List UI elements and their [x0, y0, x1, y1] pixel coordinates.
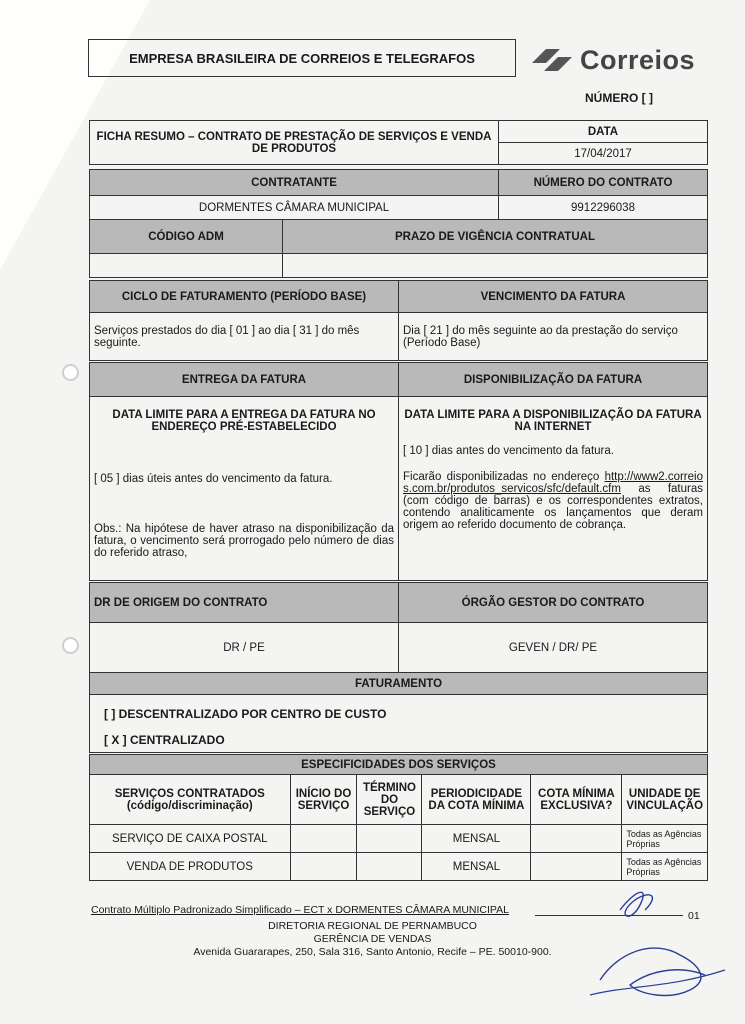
- descentralizado-option[interactable]: [ ] DESCENTRALIZADO POR CENTRO DE CUSTO: [104, 707, 387, 721]
- col-periodicidade: PERIODICIDADE DA COTA MÍNIMA: [422, 775, 531, 825]
- servico-cell: VENDA DE PRODUTOS: [90, 853, 291, 881]
- col-cota-minima: COTA MÍNIMA EXCLUSIVA?: [531, 775, 622, 825]
- ficha-table: [89, 120, 708, 165]
- logo-text: Correios: [580, 44, 696, 75]
- data-label: DATA: [499, 121, 708, 143]
- disponibilizacao-text-2: as faturas (com código de barras) e os correspondentes extratos, contendo analiticamente os lançamentos que deram origem ao referido documento de cobrança.: [403, 483, 703, 531]
- prazo-vigencia-value: [283, 254, 708, 278]
- disponibilizacao-text-1: Ficarão disponibilizadas no endereço: [403, 471, 600, 483]
- ciclo-label: CICLO DE FATURAMENTO (PERÍODO BASE): [90, 281, 399, 313]
- unidade-cell: Todas as Agências Próprias: [622, 853, 708, 881]
- ficha-title: FICHA RESUMO – CONTRATO DE PRESTAÇÃO DE SERVIÇOS E VENDA DE PRODUTOS: [90, 121, 499, 165]
- entrega-title: DATA LIMITE PARA A ENTREGA DA FATURA NO ENDEREÇO PRÉ-ESTABELECIDO: [112, 409, 376, 433]
- numero-label: NÚMERO [ ]: [585, 91, 653, 105]
- prazo-vigencia-label: PRAZO DE VIGÊNCIA CONTRATUAL: [283, 220, 708, 254]
- servicos-label: ESPECIFICIDADES DOS SERVIÇOS: [90, 755, 708, 775]
- ciclo-table: [89, 280, 708, 361]
- contract-footer-line: Contrato Múltiplo Padronizado Simplificado – ECT x DORMENTES CÂMARA MUNICIPAL: [91, 904, 510, 916]
- disponibilizacao-days: [ 10 ] dias antes do vencimento da fatura.: [403, 445, 614, 457]
- numero-contrato-label: NÚMERO DO CONTRATO: [499, 170, 708, 196]
- entrega-label: ENTREGA DA FATURA: [90, 363, 399, 397]
- contratante-value: DORMENTES CÂMARA MUNICIPAL: [90, 196, 499, 220]
- vencimento-text: Dia [ 21 ] do mês seguinte ao da prestação do serviço (Período Base): [399, 313, 708, 361]
- periodicidade-cell: MENSAL: [422, 853, 531, 881]
- contratante-table: [89, 169, 708, 220]
- inicio-cell: [290, 825, 357, 853]
- numero-contrato-value: 9912296038: [499, 196, 708, 220]
- servicos-table: [89, 754, 708, 881]
- dr-origem-label: DR DE ORIGEM DO CONTRATO: [90, 583, 399, 623]
- disponibilizacao-label: DISPONIBILIZAÇÃO DA FATURA: [399, 363, 708, 397]
- periodicidade-cell: MENSAL: [422, 825, 531, 853]
- disponibilizacao-cell: [399, 397, 708, 581]
- cota-cell: [531, 825, 622, 853]
- page-number: 01: [688, 910, 700, 922]
- punch-hole: [62, 364, 79, 381]
- handwritten-signature: [560, 870, 740, 1020]
- col-unidade: UNIDADE DE VINCULAÇÃO: [622, 775, 708, 825]
- data-value: 17/04/2017: [499, 143, 708, 165]
- unidade-cell: Todas as Agências Próprias: [622, 825, 708, 853]
- faturamento-options: [90, 695, 708, 753]
- termino-cell: [357, 853, 422, 881]
- centralizado-option[interactable]: [ X ] CENTRALIZADO: [104, 733, 225, 747]
- contratante-label: CONTRATANTE: [90, 170, 499, 196]
- faturamento-label: FATURAMENTO: [90, 673, 708, 695]
- inicio-cell: [290, 853, 357, 881]
- orgao-gestor-value: GEVEN / DR/ PE: [399, 623, 708, 673]
- company-name: EMPRESA BRASILEIRA DE CORREIOS E TELEGRAFOS: [88, 39, 516, 77]
- codigo-adm-label: CÓDIGO ADM: [90, 220, 283, 254]
- codigo-table: [89, 219, 708, 278]
- footer-diretoria: DIRETORIA REGIONAL DE PERNAMBUCO: [268, 920, 477, 932]
- faturamento-table: [89, 672, 708, 753]
- orgao-gestor-label: ÓRGÃO GESTOR DO CONTRATO: [399, 583, 708, 623]
- entrega-table: [89, 362, 708, 581]
- vencimento-label: VENCIMENTO DA FATURA: [399, 281, 708, 313]
- footer-gerencia: GERÊNCIA DE VENDAS: [313, 933, 432, 945]
- col-inicio: INÍCIO DO SERVIÇO: [290, 775, 357, 825]
- servico-cell: SERVIÇO DE CAIXA POSTAL: [90, 825, 291, 853]
- ciclo-text: Serviços prestados do dia [ 01 ] ao dia [ 31 ] do mês seguinte.: [90, 313, 399, 361]
- termino-cell: [357, 825, 422, 853]
- correios-logo-icon: [530, 45, 574, 75]
- entrega-days: [ 05 ] dias úteis antes do vencimento da fatura.: [94, 473, 333, 485]
- entrega-cell: [90, 397, 399, 581]
- punch-hole: [62, 637, 79, 654]
- disponibilizacao-title: DATA LIMITE PARA A DISPONIBILIZAÇÃO DA FATURA NA INTERNET: [404, 409, 702, 433]
- col-servicos: SERVIÇOS CONTRATADOS (código/discriminação): [90, 775, 291, 825]
- col-termino: TÉRMINO DO SERVIÇO: [357, 775, 422, 825]
- dr-origem-value: DR / PE: [90, 623, 399, 673]
- table-row: [90, 825, 708, 853]
- dr-table: [89, 582, 708, 673]
- codigo-adm-value: [90, 254, 283, 278]
- entrega-obs: Obs.: Na hipótese de haver atraso na disponibilização da fatura, o vencimento será prorrogado pelo número de dias do referido atraso,: [94, 523, 394, 559]
- footer-address: Avenida Guararapes, 250, Sala 316, Santo Antonio, Recife – PE. 50010-900.: [193, 946, 552, 958]
- faturas-link[interactable]: http://www2.correios.com.br/produtos_servicos/sfc/default.cfm: [403, 471, 703, 495]
- correios-logo: [530, 42, 700, 78]
